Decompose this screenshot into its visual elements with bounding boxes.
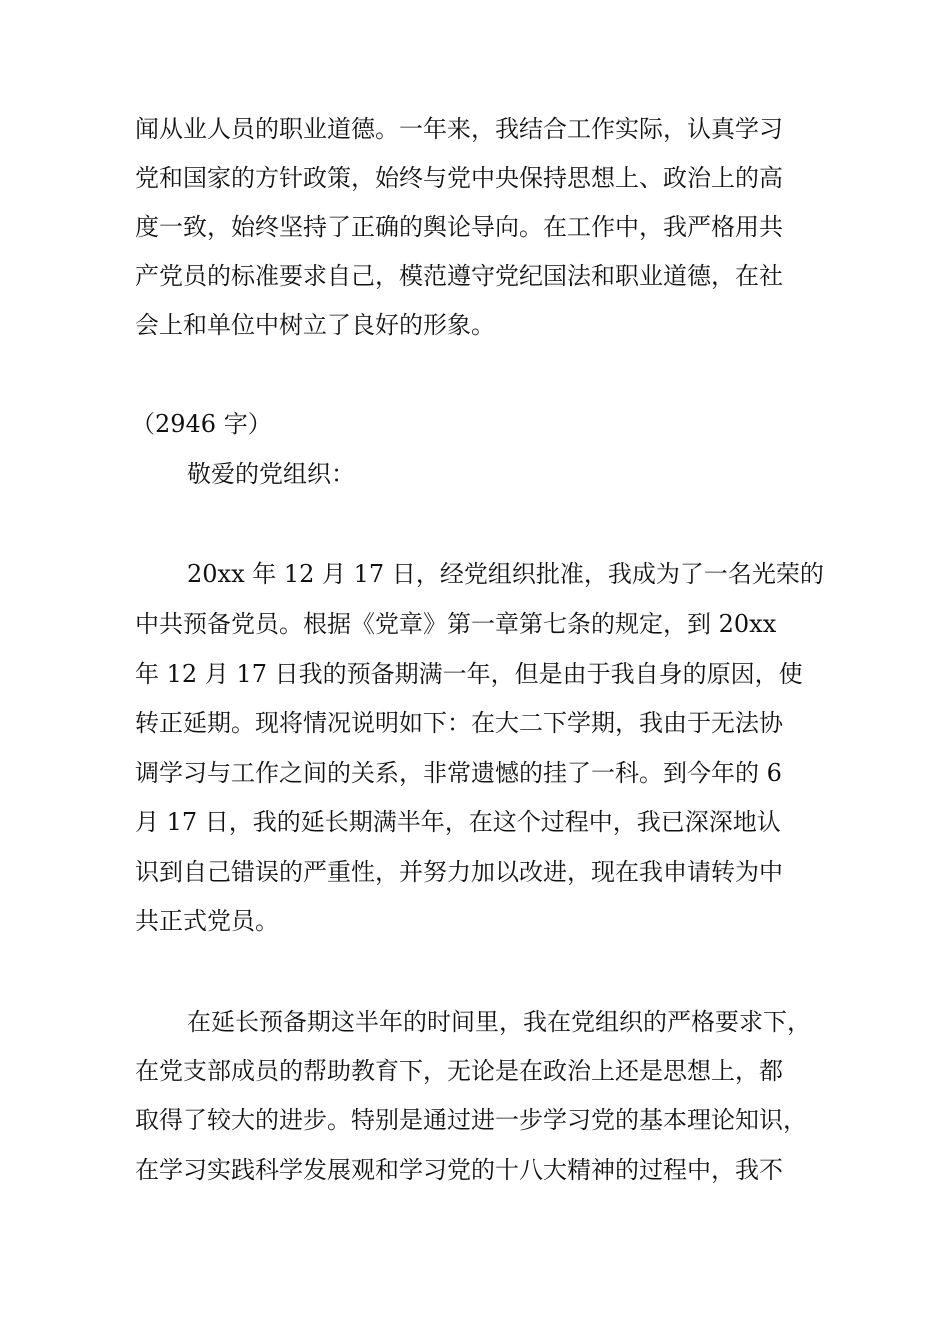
text-line: 产党员的标准要求自己，模范遵守党纪国法和职业道德，在社	[135, 262, 783, 290]
text-line: 在党支部成员的帮助教育下，无论是在政治上还是思想上，都	[135, 1057, 783, 1085]
text-line: 取得了较大的进步。特别是通过进一步学习党的基本理论知识，	[135, 1106, 807, 1134]
text-line: 在延长预备期这半年的时间里，我在党组织的严格要求下，	[187, 1008, 811, 1036]
text-line: 调学习与工作之间的关系，非常遗憾的挂了一科。到今年的 6	[135, 759, 782, 787]
text-line: 20xx 年 12 月 17 日，经党组织批准，我成为了一名光荣的	[187, 560, 824, 588]
text-line: 转正延期。现将情况说明如下：在大二下学期，我由于无法协	[135, 709, 783, 737]
text-line: 共正式党员。	[135, 907, 279, 935]
text-line: 党和国家的方针政策，始终与党中央保持思想上、政治上的高	[135, 164, 783, 192]
text-line: 年 12 月 17 日我的预备期满一年，但是由于我自身的原因，使	[135, 660, 803, 688]
text-line: 闻从业人员的职业道德。一年来，我结合工作实际，认真学习	[135, 115, 783, 143]
salutation: 敬爱的党组织：	[187, 460, 355, 488]
text-line: 中共预备党员。根据《党章》第一章第七条的规定，到 20xx	[135, 610, 777, 638]
text-line: 度一致，始终坚持了正确的舆论导向。在工作中，我严格用共	[135, 213, 783, 241]
text-line: 会上和单位中树立了良好的形象。	[135, 311, 495, 339]
text-line: 月 17 日，我的延长期满半年，在这个过程中，我已深深地认	[135, 808, 781, 836]
text-line: 识到自己错误的严重性，并努力加以改进，现在我申请转为中	[135, 858, 783, 886]
word-count: （2946 字）	[131, 410, 272, 438]
text-line: 在学习实践科学发展观和学习党的十八大精神的过程中，我不	[135, 1156, 783, 1184]
